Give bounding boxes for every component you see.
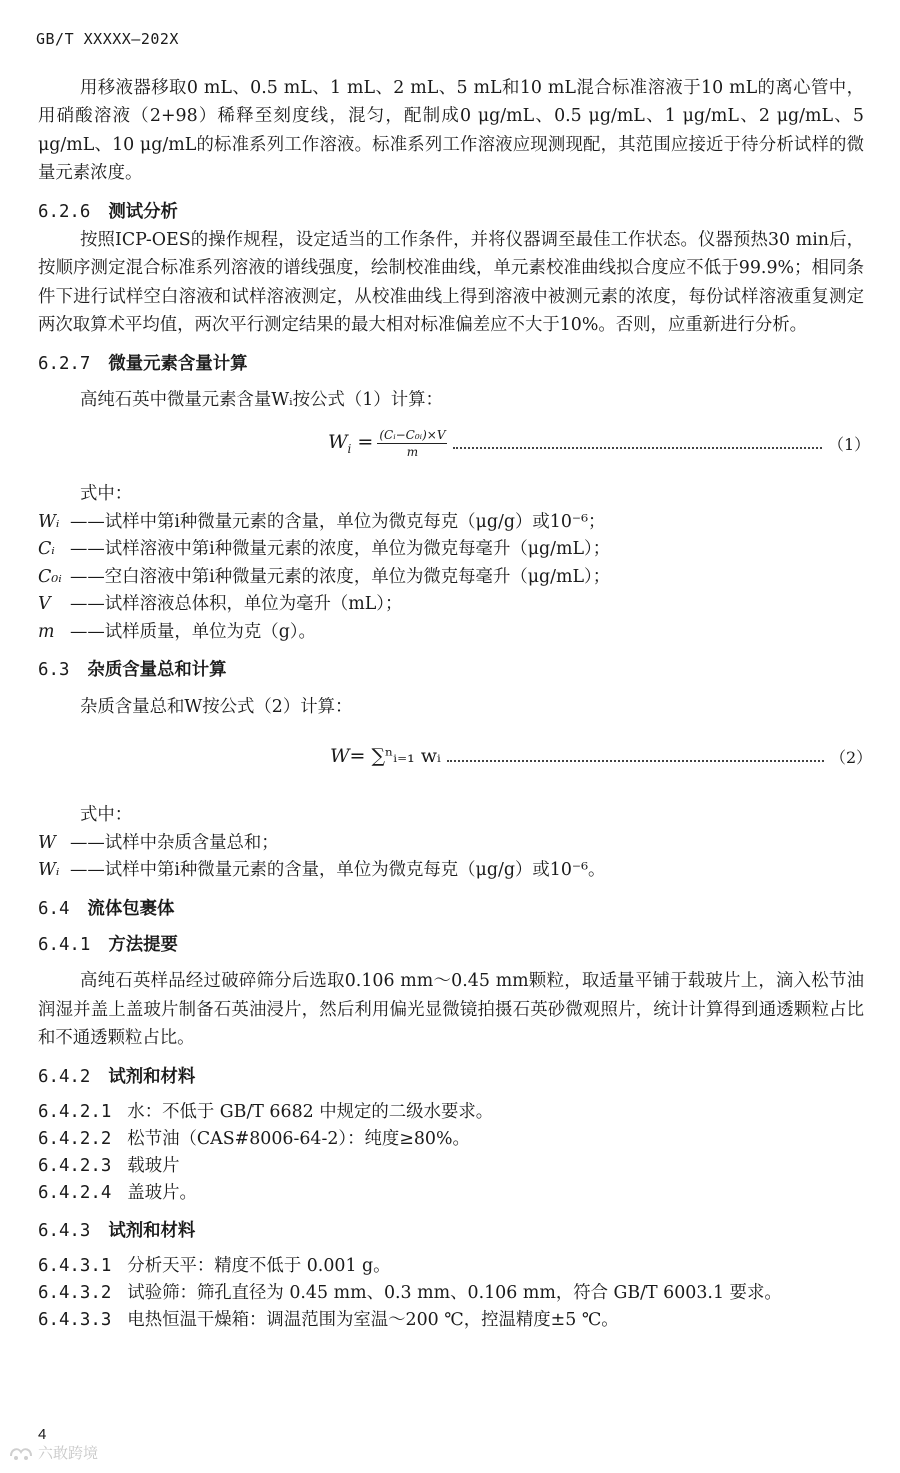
- section-6-3: [38, 656, 864, 684]
- section-title: 微量元素含量计算: [108, 353, 248, 374]
- section-6-2-7: [38, 350, 864, 378]
- paragraph-formula1-intro: 高纯石英中微量元素含量Wᵢ按公式（1）计算：: [80, 390, 443, 411]
- section-number: 6.3: [38, 660, 70, 681]
- list-item: 6.4.2.2 松节油（CAS#8006-64-2）：纯度≥80%。: [38, 1129, 470, 1150]
- definition-item: C₀ᵢ ——空白溶液中第i种微量元素的浓度，单位为微克每毫升（μg/mL）；: [38, 566, 611, 587]
- section-title: 流体包裹体: [87, 898, 175, 919]
- formula-1: [328, 414, 871, 472]
- section-title: 杂质含量总和计算: [87, 660, 227, 681]
- reagent-list: [38, 1099, 864, 1207]
- paragraph-test-analysis: 按照ICP-OES的操作规程，设定适当的工作条件，并将仪器调至最佳工作状态。仪器预热30 min后，按顺序测定混合标准系列溶液的谱线强度，绘制校准曲线，单元素校准曲线拟合度应不低于99.9%；相同条件下进行试样空白溶液和试样溶液测定，从校准曲线上得到溶液中被测元素的浓度，每份试样溶液重复测定两次取算术平均值，两次平行测定结果的最大相对标准偏差应不大于10%。否则，应重新进行分析。: [38, 230, 864, 336]
- section-6-2-6: [38, 198, 864, 226]
- section-6-4-2: [38, 1063, 864, 1091]
- section-number: 6.2.6: [38, 201, 91, 222]
- section-title: 测试分析: [108, 201, 178, 222]
- definition-item: Wᵢ ——试样中第i种微量元素的含量，单位为微克每克（μg/g）或10⁻⁶。: [38, 860, 606, 881]
- definition-list-1: [38, 509, 864, 647]
- formula-2: [330, 721, 873, 791]
- where-label: 式中：: [80, 805, 133, 826]
- formula-lhs: $W_i$ =: [328, 431, 374, 456]
- section-title: 试剂和材料: [108, 1066, 196, 1087]
- document-body: [38, 74, 873, 1334]
- paragraph-method-summary: 高纯石英样品经过破碎筛分后选取0.106 mm～0.45 mm颗粒，取适量平铺于载玻片上，滴入松节油润湿并盖上盖玻片制备石英油浸片，然后利用偏光显微镜拍摄石英砂微观照片，统计计算得到通透颗粒占比和不通透颗粒占比。: [38, 971, 864, 1049]
- leader-dots: [453, 437, 822, 449]
- paragraph-standard-series: 用移液器移取0 mL、0.5 mL、1 mL、2 mL、5 mL和10 mL混合标准溶液于10 mL的离心管中，用硝酸溶液（2+98）稀释至刻度线，混匀，配制成0 μg/mL、0.5 μg/mL、1 μg/mL、2 μg/mL、5 μg/mL、10 μg/mL的标准系列工作溶液。标准系列工作溶液应现测现配，其范围应接近于待分析试样的微量元素浓度。: [38, 78, 864, 184]
- watermark: [8, 1442, 98, 1463]
- equipment-list: [38, 1253, 864, 1334]
- definition-item: m ——试样质量，单位为克（g）。: [38, 621, 316, 642]
- section-title: 方法提要: [108, 935, 178, 955]
- fraction-numerator: (Cᵢ−C₀ᵢ)×V: [379, 427, 446, 442]
- section-number: 6.2.7: [38, 353, 91, 374]
- section-6-4-3: [38, 1217, 864, 1245]
- list-item: 6.4.2.4 盖玻片。: [38, 1183, 197, 1204]
- equation-number: （1）: [828, 434, 871, 454]
- definition-item: W ——试样中杂质含量总和；: [38, 832, 279, 853]
- list-item: 6.4.3.1 分析天平：精度不低于 0.001 g。: [38, 1256, 391, 1277]
- list-item: 6.4.2.3 载玻片: [38, 1156, 180, 1177]
- fraction-denominator: m: [406, 444, 419, 459]
- section-6-4: [38, 895, 864, 923]
- list-item: 6.4.2.1 水：不低于 GB/T 6682 中规定的二级水要求。: [38, 1102, 494, 1123]
- leader-dots: [447, 750, 824, 762]
- section-number: 6.4.1: [38, 935, 91, 955]
- where-label: 式中：: [80, 484, 133, 505]
- section-title: 试剂和材料: [108, 1221, 196, 1242]
- section-number: 6.4: [38, 898, 70, 919]
- watermark-text: 六敢跨境: [38, 1444, 99, 1462]
- section-number: 6.4.3: [38, 1221, 91, 1242]
- list-item: 6.4.3.2 试验筛：筛孔直径为 0.45 mm、0.3 mm、0.106 mm，符合 GB/T 6003.1 要求。: [38, 1283, 782, 1304]
- formula-fraction: [377, 428, 447, 459]
- page-number: 4: [38, 1426, 47, 1443]
- section-6-4-1: [38, 931, 864, 959]
- definition-item: V ——试样溶液总体积，单位为毫升（mL）；: [38, 594, 403, 615]
- paragraph-formula2-intro: 杂质含量总和W按公式（2）计算：: [80, 696, 353, 717]
- definition-list-2: [38, 830, 864, 885]
- definition-item: Cᵢ ——试样溶液中第i种微量元素的浓度，单位为微克每毫升（μg/mL）；: [38, 539, 611, 560]
- equation-number: （2）: [830, 747, 873, 767]
- watermark-logo-icon: [8, 1444, 34, 1462]
- section-number: 6.4.2: [38, 1066, 91, 1087]
- definition-item: Wᵢ ——试样中第i种微量元素的含量，单位为微克每克（μg/g）或10⁻⁶；: [38, 511, 606, 532]
- list-item: 6.4.3.3 电热恒温干燥箱：调温范围为室温～200 ℃，控温精度±5 ℃。: [38, 1310, 619, 1331]
- standard-header: GB/T XXXXX—202X: [36, 30, 179, 48]
- formula-sum: W= ∑ⁿᵢ₌₁ wᵢ: [330, 745, 441, 768]
